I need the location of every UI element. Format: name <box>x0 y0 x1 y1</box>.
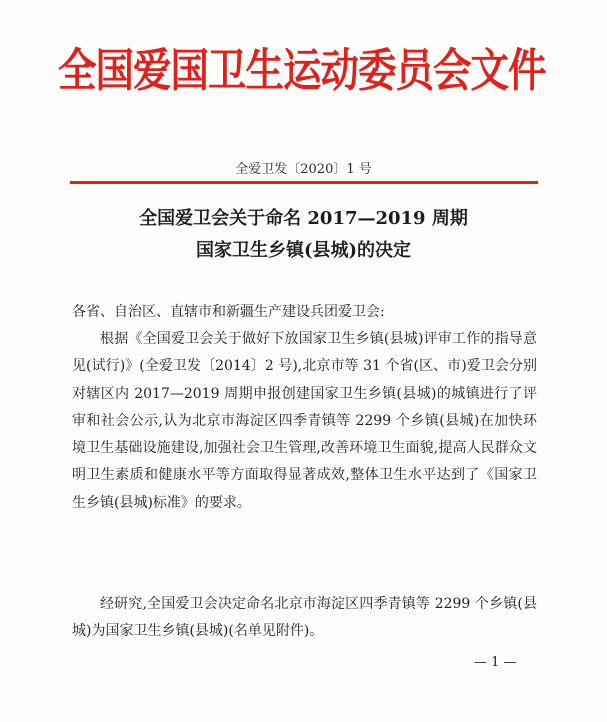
document-header-title: 全国爱国卫生运动委员会文件 <box>58 44 546 98</box>
page-number: — 1 — <box>474 655 517 670</box>
document-title-line-1: 全国爱卫会关于命名 2017—2019 周期 <box>139 208 468 229</box>
body-paragraph: 经研究,全国爱卫会决定命名北京市海淀区四季青镇等 2299 个乡镇(县城)为国家卫生乡镇(县城)(名单见附件)。 <box>72 596 537 640</box>
red-divider-rule <box>70 181 538 184</box>
document-number: 全爱卫发〔2020〕1 号 <box>235 162 372 177</box>
body-paragraph: 根据《全国爱卫会关于做好下放国家卫生乡镇(县城)评审工作的指导意见(试行)》(全爱卫发〔2014〕2 号),北京市等 31 个省(区、市)爱卫会分别对辖区内 2017—2019 周期申报创建国家卫生乡镇(县城)的城镇进行了评审和社会公示,认为北京市海淀区四季青镇等 2299 个乡镇(县城)在加快环境卫生基础设施建设,加强社会卫生管理,改善环境卫生面貌,提高人民群众文明卫生素质和健康水平等方面取得显著成效,整体卫生水平达到了《国家卫生乡镇(县城)标准》的要求。 <box>72 331 537 511</box>
document-title-line-2: 国家卫生乡镇(县城)的决定 <box>195 240 412 261</box>
salutation: 各省、自治区、直辖市和新疆生产建设兵团爱卫会: <box>72 304 385 320</box>
